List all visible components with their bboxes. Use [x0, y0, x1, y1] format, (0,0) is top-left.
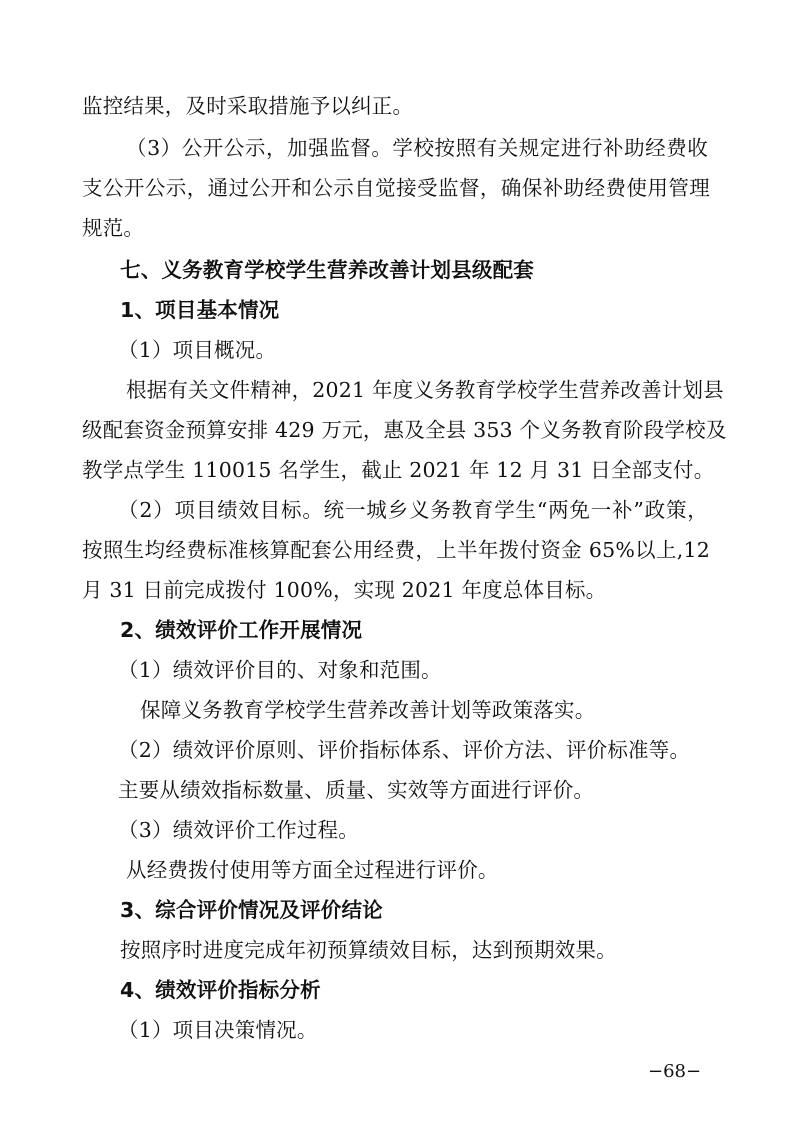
paragraph-line: 规范。 [82, 216, 145, 240]
subsection-heading: 4、绩效评价指标分析 [120, 978, 321, 1002]
page-number: −68− [648, 1061, 702, 1082]
paragraph-line: （3）公开公示，加强监督。学校按照有关规定进行补助经费收 [126, 136, 708, 160]
paragraph-line: （1）项目概况。 [118, 338, 277, 362]
section-heading: 七、义务教育学校学生营养改善计划县级配套 [120, 258, 534, 282]
paragraph-line: 支公开公示，通过公开和公示自觉接受监督，确保补助经费使用管理 [82, 176, 710, 200]
paragraph-line: （2）项目绩效目标。统一城乡义务教育学生“两免一补”政策， [118, 498, 708, 522]
subsection-heading: 3、综合评价情况及评价结论 [120, 898, 383, 922]
paragraph-line: 级配套资金预算安排 429 万元，惠及全县 353 个义务教育阶段学校及 [82, 418, 727, 442]
subsection-heading: 1、项目基本情况 [120, 298, 280, 322]
paragraph-line: 监控结果，及时采取措施予以纠正。 [82, 94, 414, 118]
paragraph-line: 教学点学生 110015 名学生，截止 2021 年 12 月 31 日全部支付。 [82, 458, 715, 482]
paragraph-line: （1）项目决策情况。 [118, 1018, 318, 1042]
paragraph-line: （2）绩效评价原则、评价指标体系、评价方法、评价标准等。 [118, 738, 691, 762]
paragraph-line: 保障义务教育学校学生营养改善计划等政策落实。 [140, 698, 596, 722]
paragraph-line: 月 31 日前完成拨付 100%，实现 2021 年度总体目标。 [82, 578, 607, 602]
paragraph-line: 根据有关文件精神，2021 年度义务教育学校学生营养改善计划县 [126, 378, 724, 402]
paragraph-line: （3）绩效评价工作过程。 [118, 818, 359, 842]
paragraph-line: 按照生均经费标准核算配套公用经费，上半年拨付资金 65%以上,12 [82, 538, 710, 562]
paragraph-line: 按照序时进度完成年初预算绩效目标，达到预期效果。 [120, 938, 617, 962]
paragraph-line: 从经费拨付使用等方面全过程进行评价。 [126, 858, 499, 882]
paragraph-line: 主要从绩效指标数量、质量、实效等方面进行评价。 [118, 778, 595, 802]
paragraph-line: （1）绩效评价目的、对象和范围。 [118, 658, 442, 682]
subsection-heading: 2、绩效评价工作开展情况 [120, 618, 363, 642]
